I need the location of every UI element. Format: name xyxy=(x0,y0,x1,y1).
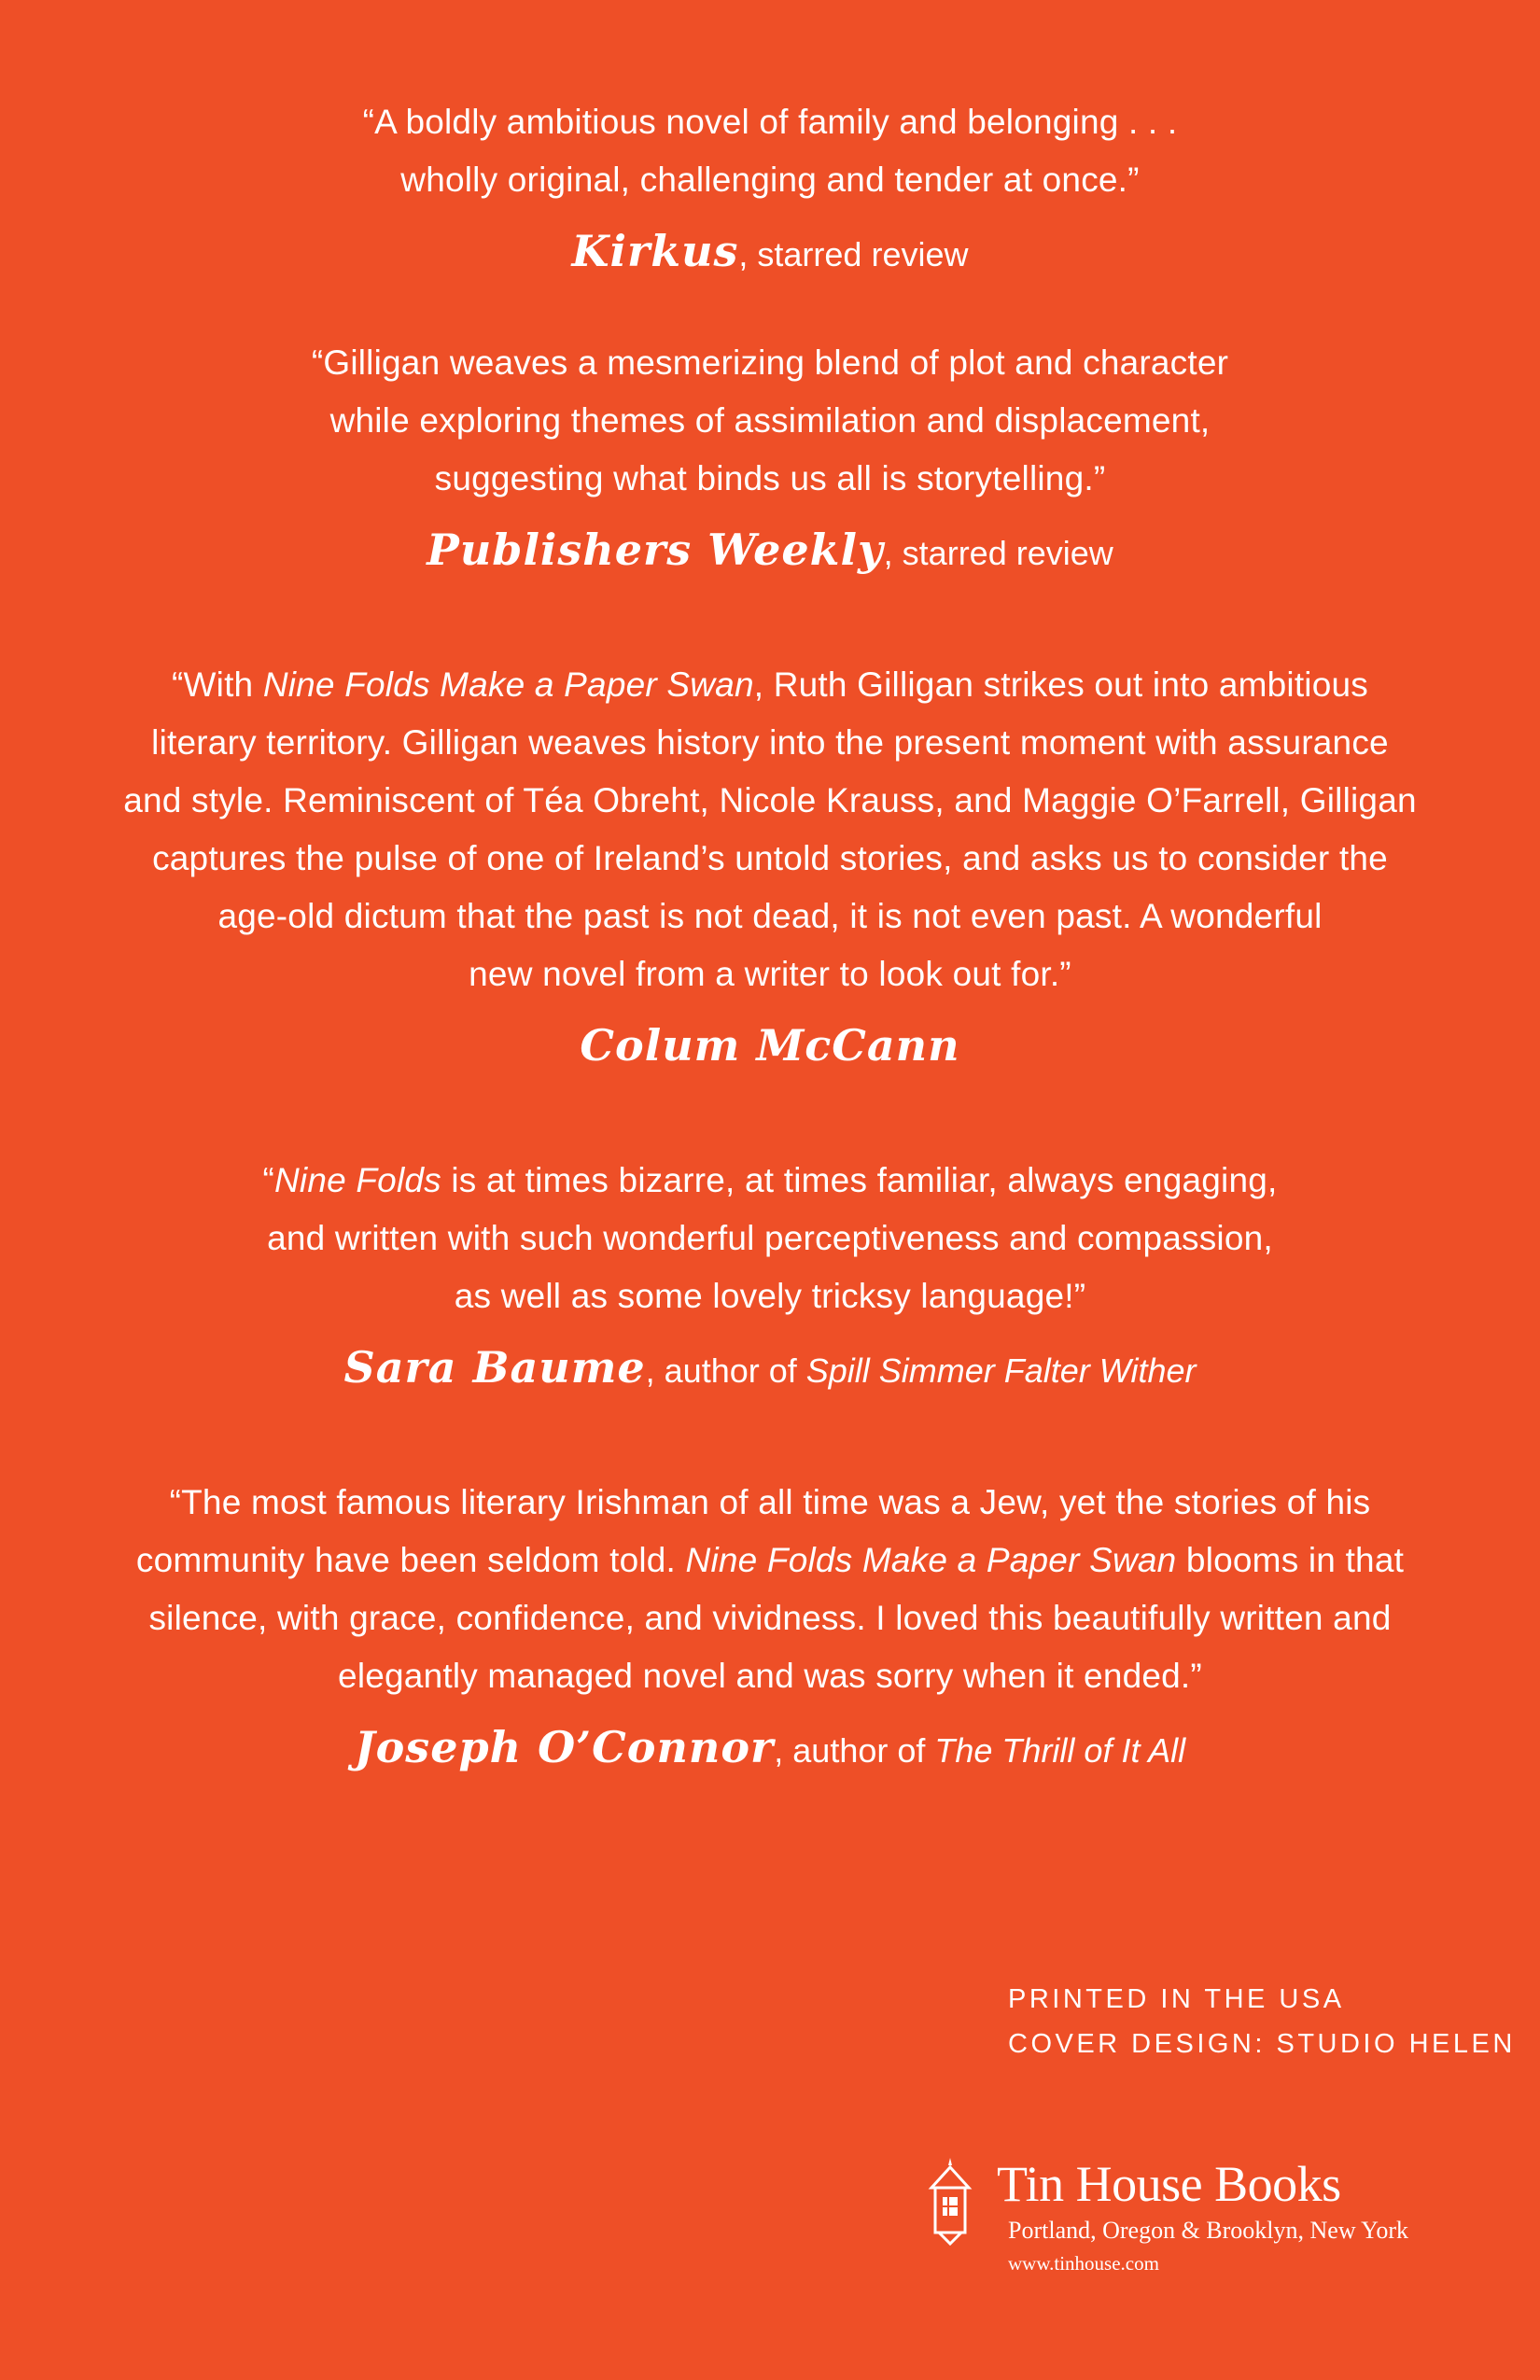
publisher-location: Portland, Oregon & Brooklyn, New York xyxy=(1008,2217,1408,2244)
attribution-name: Kirkus xyxy=(571,226,739,276)
quote-line: and written with such wonderful perceptiveness and compassion, xyxy=(267,1219,1273,1257)
blurb-attribution xyxy=(93,1013,1447,1082)
blurb-attribution xyxy=(93,517,1447,586)
quote-line: as well as some lovely tricksy language!” xyxy=(454,1277,1086,1315)
attribution-work: Spill Simmer Falter Wither xyxy=(805,1351,1197,1390)
quote-line: suggesting what binds us all is storytelling.” xyxy=(434,459,1106,497)
blurb-quote xyxy=(93,656,1447,1003)
blurb-publishers-weekly xyxy=(93,334,1447,586)
attribution-suffix: , starred review xyxy=(883,534,1113,572)
publisher-url[interactable]: www.tinhouse.com xyxy=(1008,2252,1159,2275)
blurb-sara-baume xyxy=(93,1152,1447,1404)
quote-line: silence, with grace, confidence, and vividness. I loved this beautifully written and xyxy=(148,1599,1392,1637)
quote-line: captures the pulse of one of Ireland’s untold stories, and asks us to consider the xyxy=(152,839,1388,877)
blurb-attribution xyxy=(93,1335,1447,1404)
quote-text: “With xyxy=(172,665,263,704)
attribution-suffix: , author of xyxy=(774,1731,935,1770)
blurb-quote xyxy=(93,1152,1447,1325)
attribution-name: Joseph O’Connor xyxy=(354,1722,775,1772)
print-credits xyxy=(1008,1977,1516,2066)
blurb-joseph-oconnor xyxy=(93,1474,1447,1784)
blurb-quote xyxy=(93,1474,1447,1705)
printed-in-text: PRINTED IN THE USA xyxy=(1008,1984,1345,2014)
blurb-kirkus xyxy=(93,93,1447,287)
cover-design-text: COVER DESIGN: STUDIO HELEN xyxy=(1008,2029,1516,2059)
blurb-attribution xyxy=(93,218,1447,287)
quote-line: and style. Reminiscent of Téa Obreht, Nicole Krauss, and Maggie O’Farrell, Gilligan xyxy=(123,781,1417,819)
quote-line xyxy=(93,656,1447,714)
attribution-name: Colum McCann xyxy=(580,1020,960,1071)
quote-line: literary territory. Gilligan weaves history into the present moment with assurance xyxy=(151,723,1389,762)
attribution-name: Publishers Weekly xyxy=(427,525,884,575)
quote-text: “ xyxy=(262,1161,274,1199)
blurb-colum-mccann xyxy=(93,656,1447,1082)
book-title: Nine Folds xyxy=(274,1161,441,1199)
book-title: Nine Folds Make a Paper Swan xyxy=(685,1541,1177,1579)
book-title: Nine Folds Make a Paper Swan xyxy=(262,665,754,704)
blurb-attribution xyxy=(93,1715,1447,1784)
blurb-quote xyxy=(93,334,1447,508)
quote-line: “A boldly ambitious novel of family and belonging . . . xyxy=(362,103,1178,141)
quote-line: while exploring themes of assimilation and displacement, xyxy=(329,401,1211,440)
publisher-name: Tin House Books xyxy=(997,2156,1341,2212)
attribution-suffix: , starred review xyxy=(738,235,969,273)
quote-line: new novel from a writer to look out for.” xyxy=(469,955,1071,993)
house-lantern-icon xyxy=(924,2156,976,2246)
quote-line: elegantly managed novel and was sorry when it ended.” xyxy=(338,1657,1202,1695)
quote-line xyxy=(93,1532,1447,1589)
blurbs xyxy=(93,93,1447,1784)
attribution-suffix: , author of xyxy=(645,1351,806,1390)
attribution-name: Sara Baume xyxy=(343,1342,646,1393)
quote-line xyxy=(93,1152,1447,1210)
quote-text: community have been seldom told. xyxy=(135,1541,686,1579)
attribution-work: The Thrill of It All xyxy=(934,1731,1186,1770)
blurb-quote xyxy=(93,93,1447,209)
publisher-imprint xyxy=(924,2156,1447,2287)
quote-line: age-old dictum that the past is not dead, it is not even past. A wonderful xyxy=(217,897,1323,935)
quote-text: blooms in that xyxy=(1176,1541,1405,1579)
quote-line: “The most famous literary Irishman of all time was a Jew, yet the stories of his xyxy=(169,1483,1371,1521)
quote-line: “Gilligan weaves a mesmerizing blend of plot and character xyxy=(311,343,1229,382)
quote-text: is at times bizarre, at times familiar, always engaging, xyxy=(441,1161,1278,1199)
quote-line: wholly original, challenging and tender at once.” xyxy=(400,161,1140,199)
quote-text: , Ruth Gilligan strikes out into ambitious xyxy=(753,665,1368,704)
